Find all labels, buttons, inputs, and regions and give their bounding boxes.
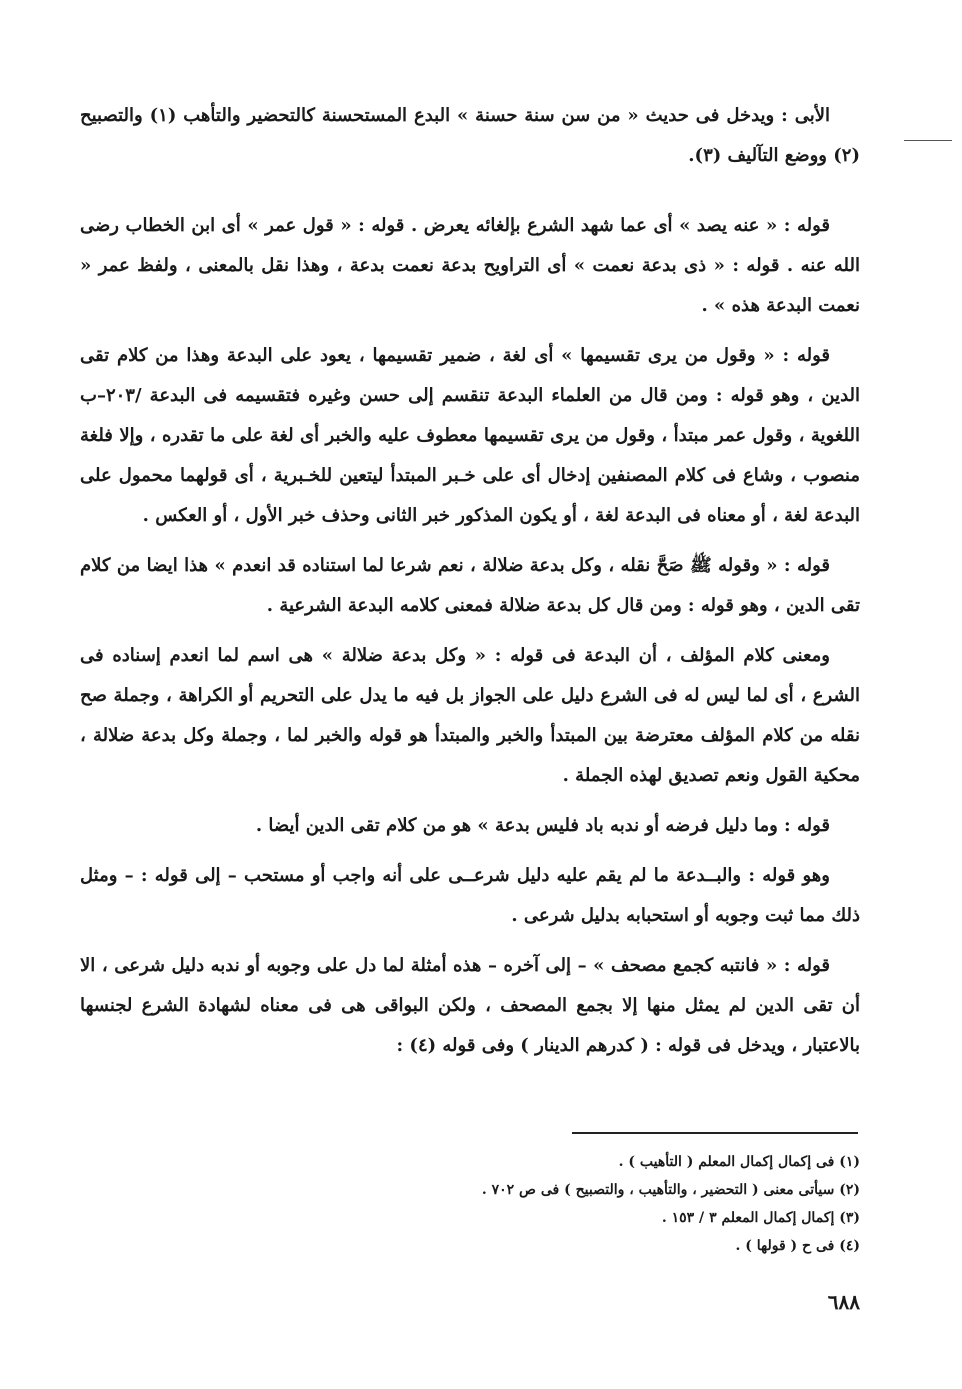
paragraph-3: قوله : « وقول من يرى تقسيمها » أى لغة ، ضمير تقسيمها ، يعود على البدعة وهذا من كلام تقى الدين ، وهو قوله : ومن قال من العلماء البدعة تنقسم إلى حسن وغيره فتقسيمه فى البدعة /٢٠٣–ب اللغوية ، وقول عمر مبتدأ ، وقول من يرى تقسيمها معطوف عليه والخبر أى لغة على ما تقدره ، وإلا فلغة منصوب ، وشاع فى كلام المصنفين إدخال أى على خـبر المبتدأ ليتعين للخـبرية ، أى قولهما محمول على البدعة لغة ، أو معناه فى البدعة لغة ، أو يكون المذكور خبر الثانى وحذف خبر الأول ، أو العكس .: [80, 345, 860, 526]
footnote-3: (٣) إكمال إكمال المعلم ٣ / ١٥٣ .: [661, 1210, 860, 1226]
margin-mark: [904, 140, 952, 141]
footnote-4: (٤) فى ح ( قولها ) .: [735, 1238, 860, 1254]
footnote-2: (٢) سيأتى معنى ( التحضير ، والتأهيب ، والتصبيح ) فى ص ٧٠٢ .: [481, 1182, 860, 1198]
paragraph-8: قوله : « فانتبه كجمع مصحف » – إلى آخره – هذه أمثلة لما دل على وجوبه أو ندبه دليل شرعى ، الا أن تقى الدين لم يمثل منها إلا بجمع المصحف ، ولكن البواقى هى فى معناه لشهادة الشرع لجنسها بالاعتبار ، ويدخل فى قوله : ( كدرهم الدينار ) وفى قوله (٤) :: [80, 955, 860, 1056]
paragraph-6: قوله : وما دليل فرضه أو ندبه باد فليس بدعة » هو من كلام تقى الدين أيضا .: [255, 815, 830, 836]
paragraph-2: قوله : « عنه يصد » أى عما شهد الشرع بإلغائه يعرض . قوله : « قول عمر » أى ابن الخطاب رضى الله عنه . قوله : « ذى بدعة نعمت » أى التراويح بدعة نعمت بدعة ، وهذا نقل بالمعنى ، ولفظ عمر « نعمت البدعة هذه » .: [80, 215, 860, 316]
footnote-1: (١) فى إكمال إكمال المعلم ( التأهيب ) .: [618, 1154, 860, 1170]
body-text: [80, 96, 860, 1066]
paragraph-7: وهو قوله : والبــدعة ما لم يقم عليه دليل شرعــى على أنه واجب أو مستحب – إلى قوله : – ومثل ذلك مما ثبت وجوبه أو استحبابه بدليل شرعى .: [80, 865, 860, 926]
paragraph-5: ومعنى كلام المؤلف ، أن البدعة فى قوله : « وكل بدعة ضلالة » هى اسم لما انعدم إسناده فى الشرع ، أى لما ليس له فى الشرع دليل على الجواز بل فيه ما يدل على التحريم أو الكراهة ، وجملة صح نقله من كلام المؤلف معترضة بين المبتدأ والخبر والمبتدأ هو قوله والخبر لما ، وجملة وكل بدعة ضلالة ، محكية القول ونعم تصديق لهذه الجملة .: [80, 645, 860, 786]
footnotes: [300, 1148, 860, 1260]
footnote-divider: [572, 1132, 858, 1134]
paragraph-4: قوله : « وقوله ﷺ صَحَّ نقله ، وكل بدعة ضلالة ، نعم شرعا لما استناده قد انعدم » هذا ايضا من كلام تقى الدين ، وهو قوله : ومن قال كل بدعة ضلالة فمعنى كلامه البدعة الشرعية .: [80, 555, 860, 616]
paragraph-1: الأبى : ويدخل فى حديث « من سن سنة حسنة » البدع المستحسنة كالتحضير والتأهب (١) والتصبيح (٢) ووضع التآليف (٣).: [80, 105, 860, 166]
page-number: ٦٨٨: [827, 1290, 860, 1314]
